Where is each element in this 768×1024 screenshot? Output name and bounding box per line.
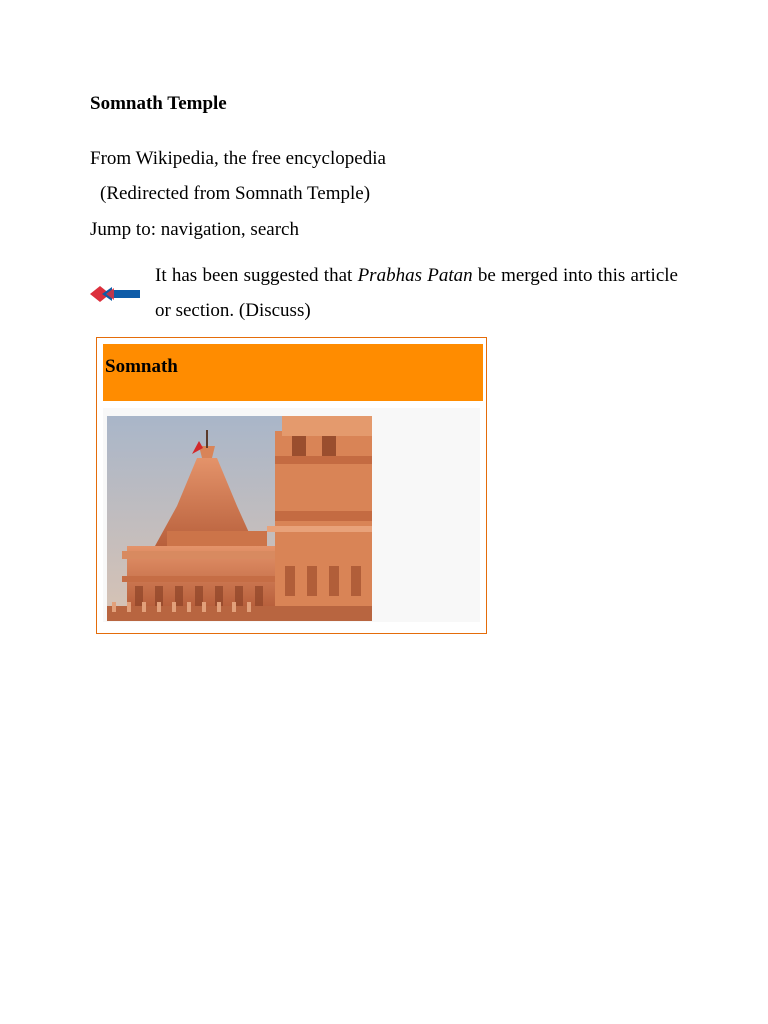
merge-text-before: It has been suggested that: [155, 265, 358, 286]
source-line: From Wikipedia, the free encyclopedia: [90, 148, 386, 169]
infobox-header: Somnath: [103, 344, 483, 401]
merge-arrow-icon: [90, 284, 140, 304]
infobox: [96, 337, 487, 634]
merge-notice: [90, 258, 678, 324]
merge-target-link[interactable]: Prabhas Patan: [357, 265, 473, 286]
redirect-line: (Redirected from Somnath Temple): [100, 183, 371, 204]
merge-notice-text: [155, 258, 678, 328]
article-title: Somnath Temple: [90, 93, 227, 114]
merge-text-after: be merged into this article or section. (Discuss): [155, 265, 678, 321]
jump-line: Jump to: navigation, search: [90, 219, 299, 240]
temple-photo-illustration: [107, 416, 372, 621]
temple-image[interactable]: [107, 416, 372, 621]
